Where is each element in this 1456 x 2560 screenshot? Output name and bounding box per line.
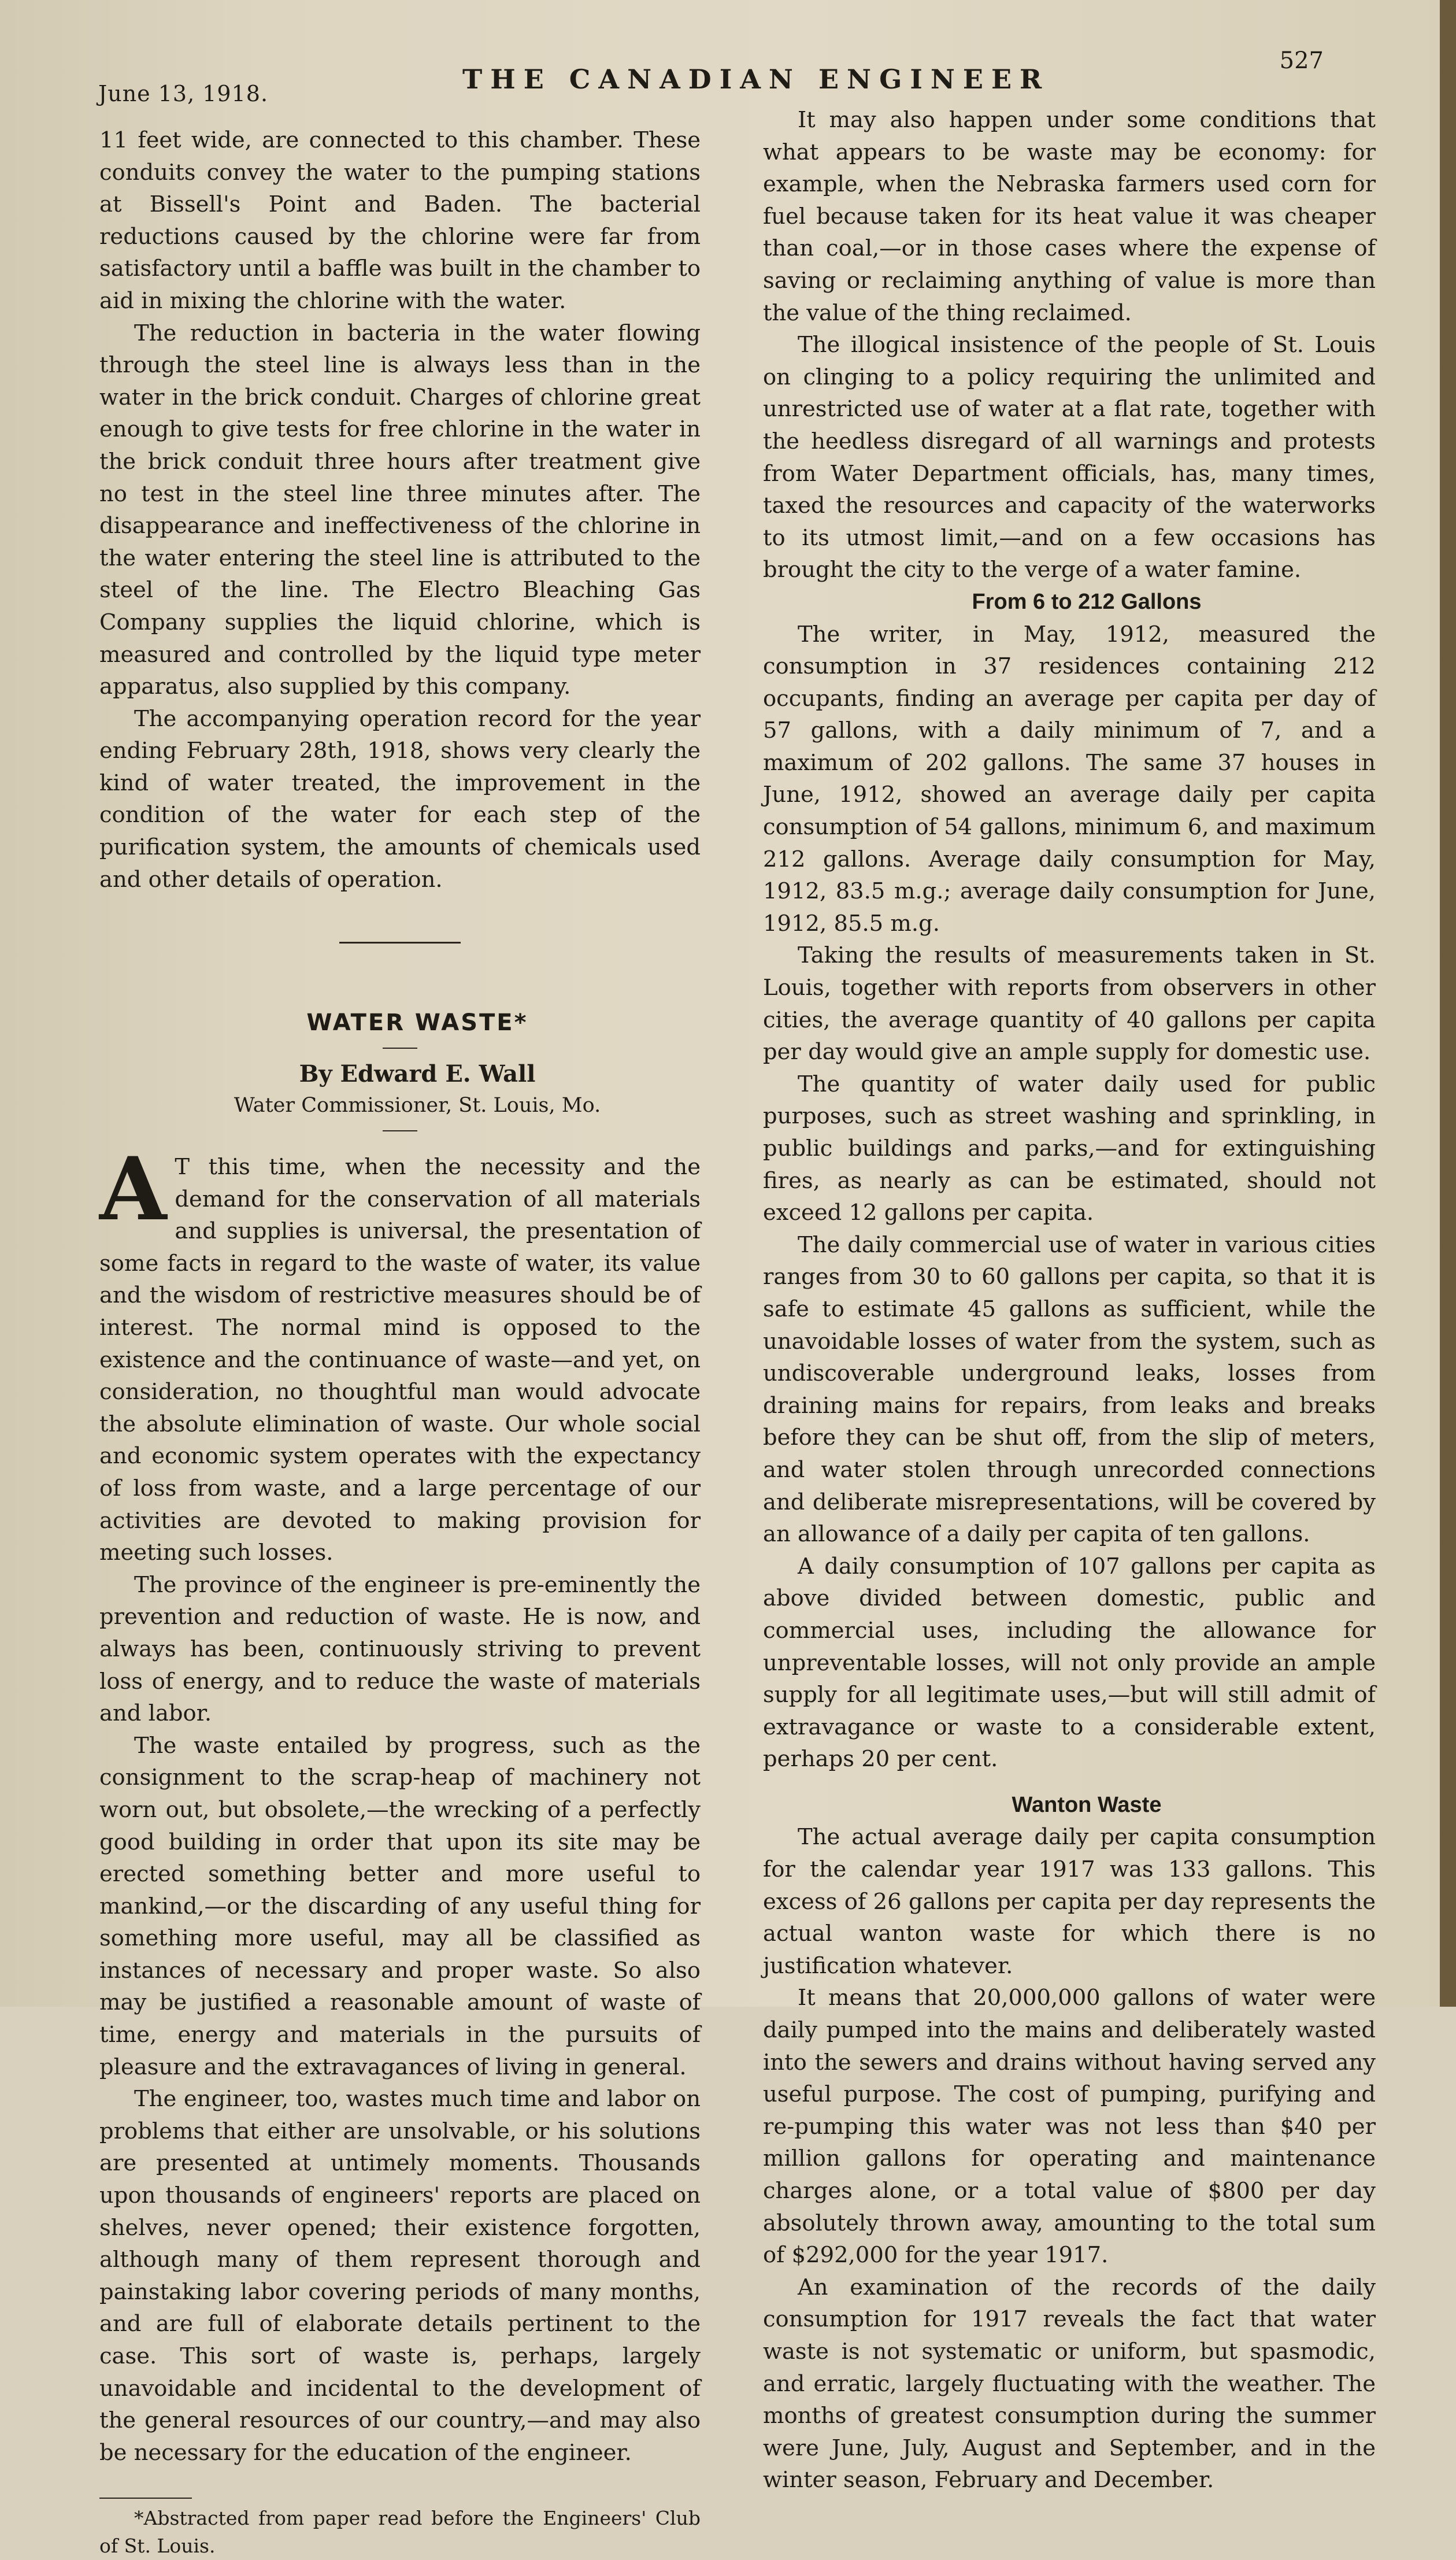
issue-date: June 13, 1918. [98,81,269,106]
opening-text: T this time, when the necessity and the demand for the conservation of all materials and supplies is universal, the presentation of some facts in regard to the waste of water, its value and the wisdom of restrictive measures should be of interest. The normal mind is opposed to the existence and the continuance of waste—and yet, on consideration, no thoughtful man would advocate the absolute elimination of waste. Our whole social and economic system operates with the expectancy of loss from waste, and a large percentage of our activities are devoted to making provision for meeting such losses. [99,1154,701,1566]
byline-rule [383,1130,417,1131]
paragraph: 11 feet wide, are connected to this chamber. These conduits convey the water to the pumping stations at Bissell's Point and Baden. The bacterial reductions caused by the chlorine were far from satisfactory until a baffle was built in the chamber to aid in mixing the chlorine with the water. [99,127,701,314]
footnote-rule [99,2498,192,2499]
paragraph: It may also happen under some conditions that what appears to be waste may be economy: for example, when the Nebraska farmers used corn for fuel because taken for its heat value it was cheaper than coal,—or in those cases where the expense of saving or reclaiming anything of value is more than the value of the thing reclaimed. [763,107,1376,326]
author-affiliation: Water Commissioner, St. Louis, Mo. [234,1094,601,1118]
paragraph: The illogical insistence of the people of St. Louis on clinging to a policy requiring the unlimited and unrestricted use of water at a flat rate, together with the heedless disregard of all warnings and protests from Water Department officials, has, many times, taxed the resources and capacity of the waterworks to its utmost limit,—and on a few occasions has brought the city to the verge of a water famine. [763,332,1376,583]
paragraph: An examination of the records of the daily consumption for 1917 reveals the fact that water waste is not systematic or uniform, but spasmodic, and erratic, largely fluctuating with the weather. The months of greatest consumption during the summer were June, July, August and September, and in the winter season, February and December. [763,2274,1376,2494]
paragraph: The quantity of water daily used for public purposes, such as street washing and sprinkling, in public buildings and parks,—and for extinguishing fires, as nearly as can be estimated, should not exceed 12 gallons per capita. [763,1071,1376,1226]
left-column [99,124,701,2560]
subheading: From 6 to 212 Gallons [972,589,1202,614]
running-head [98,47,1324,106]
page-number: 527 [1279,47,1324,74]
paragraph: The reduction in bacteria in the water flowing through the steel line is always less than in the water in the brick conduit. Charges of chlorine great enough to give tests for free chlorine in the water in the brick conduit three hours after treatment give no test in the steel line three minutes after. The disappearance and ineffectiveness of the chlorine in the water entering the steel line is attributed to the steel of the line. The Electro Bleaching Gas Company supplies the liquid chlorine, which is measured and controlled by the liquid type meter apparatus, also supplied by this company. [99,320,701,700]
paragraph: The actual average daily per capita consumption for the calendar year 1917 was 133 gallons. This excess of 26 gallons per capita per day represents the actual wanton waste for which there is no justification whatever. [763,1824,1376,1979]
paragraph: It means that 20,000,000 gallons of water were daily pumped into the mains and deliberately wasted into the sewers and drains without having served any useful purpose. The cost of pumping, purifying and re-pumping this water was not less than $40 per million gallons for operating and maintenance charges alone, or a total value of $800 per day absolutely thrown away, amounting to the total sum of $292,000 for the year 1917. [763,1985,1376,2269]
paragraph: The engineer, too, wastes much time and labor on problems that either are unsolvable, or his solutions are presented at untimely moments. Thousands upon thousands of engineers' reports are placed on shelves, never opened; their existence forgotten, although many of them represent thorough and painstaking labor covering periods of many months, and are full of elaborate details pertinent to the case. This sort of waste is, perhaps, largely unavoidable and incidental to the development of the general resources of our country,—and may also be necessary for the education of the engineer. [99,2086,701,2466]
byline: By Edward E. Wall [299,1060,536,1087]
journal-title: THE CANADIAN ENGINEER [462,64,1050,95]
paragraph: The accompanying operation record for the year ending February 28th, 1918, shows very clearly the kind of water treated, the improvement in the condition of the water for each step of the purification system, the amounts of chemicals used and other details of operation. [99,705,701,893]
right-column [763,104,1376,2496]
paragraph: The daily commercial use of water in various cities ranges from 30 to 60 gallons per capita, so that it is safe to estimate 45 gallons as sufficient, while the unavoidable losses of water from the system, such as undiscoverable underground leaks, losses from draining mains for repairs, from leaks and breaks before they can be shut off, from the slip of meters, and water stolen through unrecorded connections and deliberate misrepresentations, will be covered by an allowance of a daily per capita of ten gallons. [763,1231,1376,1548]
section-divider [339,942,461,944]
paragraph: The writer, in May, 1912, measured the consumption in 37 residences containing 212 occupants, finding an average per capita per day of 57 gallons, with a daily minimum of 7, and a maximum of 202 gallons. The same 37 houses in June, 1912, showed an average daily per capita consumption of 54 gallons, minimum 6, and maximum 212 gallons. Average daily consumption for May, 1912, 83.5 m.g.; average daily consumption for June, 1912, 85.5 m.g. [763,621,1376,937]
opening-paragraph [99,1138,701,1569]
title-rule [383,1048,417,1049]
paragraph: The province of the engineer is pre-eminently the prevention and reduction of waste. He is now, and always has been, continuously striving to prevent loss of energy, and to reduce the waste of materials and labor. [99,1571,701,1727]
page-edge [1440,0,1456,2007]
subheading: Wanton Waste [1012,1792,1162,1817]
paragraph: Taking the results of measurements taken in St. Louis, together with reports from observers in other cities, the average quantity of 40 gallons per capita per day would give an ample supply for domestic use. [763,942,1376,1066]
article-title: WATER WASTE* [306,1009,528,1037]
paragraph: The waste entailed by progress, such as the consignment to the scrap-heap of machinery not worn out, but obsolete,—the wrecking of a perfectly good building in order that upon its site may be erected something better and more useful to mankind,—or the discarding of any useful thing for something more useful, may all be classified as instances of necessary and proper waste. So also may be justified a reasonable amount of waste of time, energy and materials in the pursuits of pleasure and the extravagances of living in general. [99,1732,701,2080]
paragraph: A daily consumption of 107 gallons per capita as above divided between domestic, public and commercial uses, including the allowance for unpreventable losses, will not only provide an ample supply for all legitimate uses,—but will still admit of extravagance or waste to a considerable extent, perhaps 20 per cent. [763,1553,1376,1773]
footnote: *Abstracted from paper read before the Engineers' Club of St. Louis. [99,2507,701,2558]
drop-cap: A [99,1138,167,1241]
